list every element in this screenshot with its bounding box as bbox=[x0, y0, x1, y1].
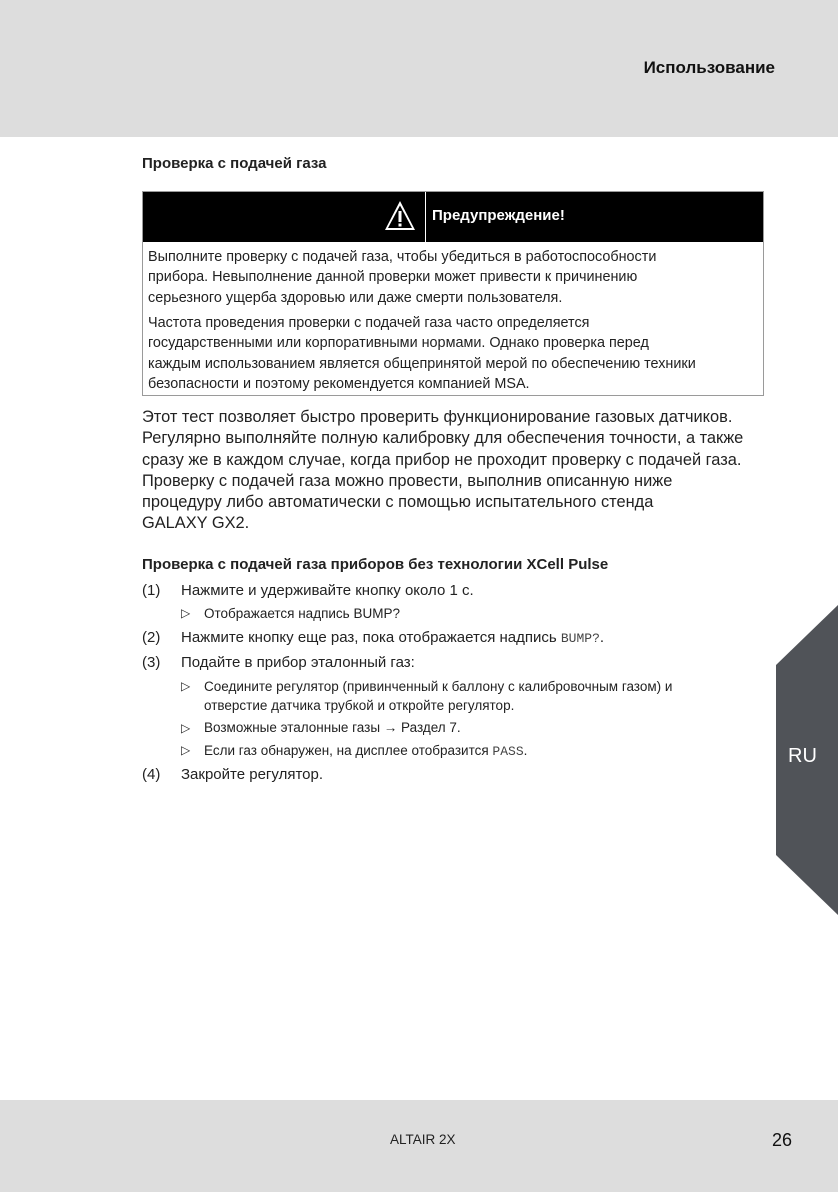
step-number: (1) bbox=[142, 582, 161, 599]
display-code: PASS bbox=[492, 744, 524, 759]
body-line: Регулярно выполняйте полную калибровку для обеспечения точности, а также bbox=[142, 429, 744, 448]
sub-item-main: Если газ обнаружен, на дисплее отобразится bbox=[204, 743, 493, 758]
body-line: Этот тест позволяет быстро проверить функционирование газовых датчиков. bbox=[142, 408, 733, 426]
body-line: GALAXY GX2. bbox=[142, 514, 250, 533]
warning-line: Частота проведения проверки с подачей газа часто определяется bbox=[148, 315, 590, 331]
warning-line: каждым использованием является общепринятой мерой по обеспечению техники bbox=[148, 355, 696, 372]
step-text-main: Нажмите кнопку еще раз, пока отображается надпись bbox=[181, 629, 561, 646]
warning-triangle-icon bbox=[383, 199, 417, 233]
display-code: BUMP? bbox=[560, 631, 600, 646]
triangle-bullet-icon: ▷ bbox=[181, 743, 191, 757]
sub-item-text bbox=[204, 741, 744, 761]
step-number: (4) bbox=[142, 766, 161, 783]
warning-paragraph-2 bbox=[148, 313, 760, 394]
language-tab-label: RU bbox=[788, 745, 817, 767]
body-line: процедуру либо автоматически с помощью испытательного стенда bbox=[142, 493, 654, 512]
procedure-title: Проверка с подачей газа приборов без технологии XCell Pulse bbox=[142, 556, 609, 573]
step-text-tail: . bbox=[599, 629, 605, 646]
body-line: сразу же в каждом случае, когда прибор не проходит проверку с подачей газа. bbox=[142, 450, 742, 469]
sub-item-text: Отображается надпись BUMP? bbox=[204, 606, 400, 621]
warning-line: прибора. Невыполнение данной проверки может привести к причинению bbox=[148, 269, 638, 286]
intro-paragraph bbox=[142, 407, 772, 535]
triangle-bullet-icon: ▷ bbox=[181, 679, 191, 693]
step-number: (2) bbox=[142, 629, 161, 646]
warning-line: Выполните проверку с подачей газа, чтобы убедиться в работоспособности bbox=[148, 249, 657, 265]
step-text: Нажмите и удерживайте кнопку около 1 с. bbox=[181, 582, 474, 599]
sub-item-text bbox=[204, 677, 744, 715]
triangle-bullet-icon: ▷ bbox=[181, 721, 191, 735]
warning-separator bbox=[425, 192, 426, 242]
sub-item-line: Соедините регулятор (привинченный к баллону с калибровочным газом) и bbox=[204, 679, 673, 694]
triangle-bullet-icon: ▷ bbox=[181, 606, 191, 620]
warning-line: государственными или корпоративными нормами. Однако проверка перед bbox=[148, 335, 649, 352]
warning-line: серьезного ущерба здоровью или даже смерти пользователя. bbox=[148, 289, 563, 306]
sub-item-tail: . bbox=[523, 743, 528, 758]
page-header-title: Использование bbox=[643, 58, 775, 77]
section-title: Проверка с подачей газа bbox=[142, 155, 327, 172]
page-number: 26 bbox=[772, 1130, 793, 1150]
step-text: Закройте регулятор. bbox=[181, 766, 323, 783]
step-number: (3) bbox=[142, 654, 161, 671]
step-text: Подайте в прибор эталонный газ: bbox=[181, 654, 415, 671]
warning-line: безопасности и поэтому рекомендуется компанией MSA. bbox=[148, 375, 530, 392]
body-line: Проверку с подачей газа можно провести, выполнив описанную ниже bbox=[142, 471, 673, 490]
warning-box bbox=[142, 191, 764, 396]
warning-label: Предупреждение! bbox=[432, 207, 565, 224]
sub-item-text: Возможные эталонные газы → Раздел 7. bbox=[204, 720, 461, 735]
footer-product-name: ALTAIR 2X bbox=[390, 1132, 456, 1147]
sub-item-line: отверстие датчика трубкой и откройте регулятор. bbox=[204, 698, 515, 713]
warning-header bbox=[143, 192, 763, 242]
warning-paragraph-1 bbox=[148, 247, 760, 308]
step-text bbox=[181, 629, 741, 646]
